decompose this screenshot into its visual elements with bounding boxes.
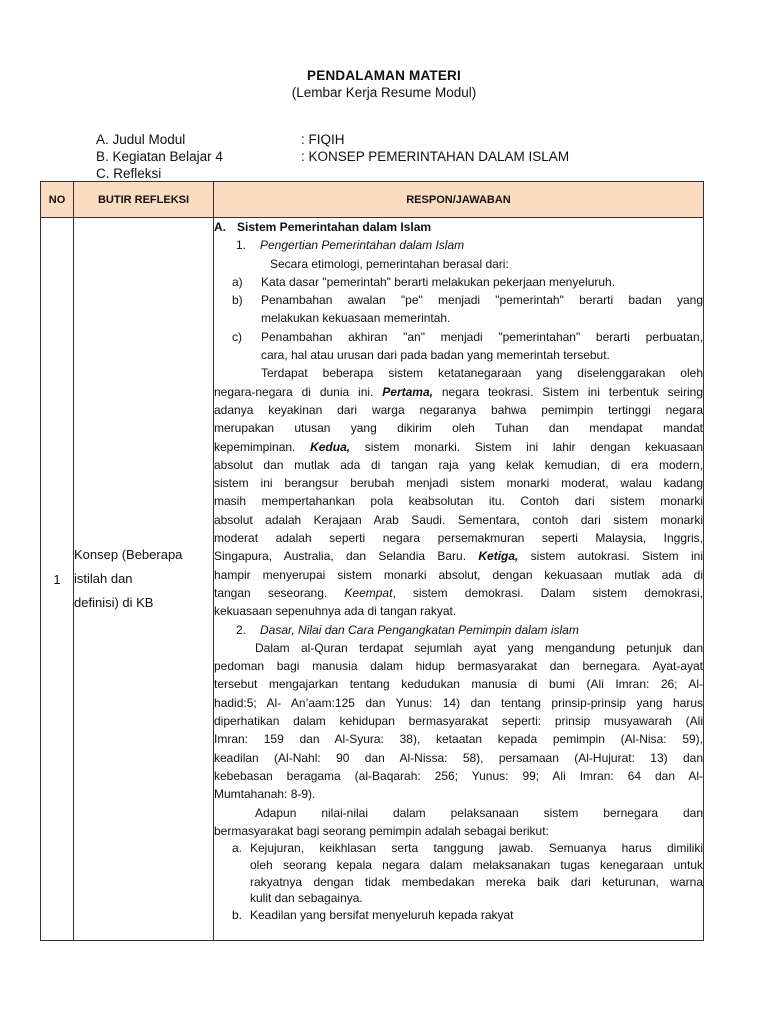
list-marker: b. (232, 908, 243, 923)
text-line: Kata dasar "pemerintah" berarti melakukan pekerjaan menyeluruh. (261, 274, 616, 289)
response-cell (214, 218, 704, 941)
text-line: absolut dan mutlak ada di tangan raja yang kelak kemudian, di era modern, (214, 457, 703, 472)
emphasis-bold: Kedua, (310, 439, 351, 454)
text-line: Dalam al-Quran terdapat sejumlah ayat yang mengandung petunjuk dan (255, 640, 703, 655)
page-subtitle: (Lembar Kerja Resume Modul) (291, 85, 477, 100)
text-line: adanya keyakinan dari warga negaranya bahwa pemimpin tertinggi negara (214, 402, 703, 417)
butir-line: istilah dan (74, 571, 133, 586)
list-item (214, 840, 703, 907)
emphasis-bold: Pertama, (382, 384, 433, 399)
page-title: PENDALAMAN MATERI (307, 68, 461, 83)
header-respon-jawaban: RESPON/JAWABAN (214, 182, 704, 218)
list-marker: b) (232, 293, 243, 308)
text-line: kulit dan sebagainya. (250, 891, 363, 906)
table-row (41, 218, 704, 941)
text-line: Imran: 159 dan Al-Syura: 38), ketaatan kepada pemimpin (Al-Nisa: 59), (214, 732, 703, 747)
text-line: pedoman bagi manusia dalam hidup bermasyarakat dan bernegara. Ayat-ayat (214, 659, 703, 674)
text-line: Singapura, Australia, dan Selandia Baru. Ketiga, sistem autokrasi. Sistem ini (214, 549, 703, 564)
text-line: negara-negara di dunia ini. Pertama, negara teokrasi. Sistem ini terbentuk seiring (214, 384, 703, 399)
butir-line: Konsep (Beberapa (74, 547, 183, 562)
meta-kegiatan-belajar (96, 148, 569, 165)
list-item-text (250, 840, 703, 907)
definition-list (214, 273, 703, 364)
list-item-text (261, 273, 703, 291)
text-line: keadilan (Al-Nahl: 90 dan Al-Nissa: 58), persamaan (Al-Hujurat: 13) dan (214, 750, 703, 765)
subsection-marker: 2. (236, 622, 247, 637)
text-line: Mumtahanah: 8-9). (214, 787, 316, 802)
text-line: masih mempertahankan pola keabsolutan itu. Contoh dari sistem monarki (214, 494, 703, 509)
values-list (214, 840, 703, 924)
section-marker: A. (214, 220, 226, 234)
emphasis-bold: Ketiga, (478, 549, 519, 564)
section-a-heading (214, 218, 703, 236)
etimologi-line: Secara etimologi, pemerintahan berasal dari: (270, 256, 509, 271)
subsection-label: Dasar, Nilai dan Cara Pengangkatan Pemimpin dalam islam (260, 622, 579, 637)
meta-value: : KONSEP PEMERINTAHAN DALAM ISLAM (301, 149, 570, 164)
text-line: kepemimpinan. Kedua, sistem monarki. Sistem ini lahir dengan kekuasaan (214, 439, 703, 454)
meta-judul-modul (96, 131, 345, 148)
text-line: Kejujuran, keikhlasan serta tanggung jawab. Semuanya harus dimiliki (250, 841, 703, 856)
text-line: Penambahan awalan "pe" menjadi "pemerintah" berarti badan yang (261, 293, 703, 308)
list-item-text (261, 328, 703, 365)
text-line: hadid:5; Al- An’aam:125 dan Yunus: 14) dan tentang prinsip-prinsip yang harus (214, 695, 703, 710)
text-line: tangan seseorang. Keempat, sistem demokrasi. Dalam sistem demokrasi, (214, 585, 703, 600)
paragraph-sistem-ketatanegaraan (214, 364, 703, 620)
list-item (214, 907, 703, 924)
text-line: melakukan kekuasaan memerintah. (261, 311, 451, 326)
text-line: absolut adalah Kerajaan Arab Saudi. Sementara, contoh dari sistem monarki (214, 512, 703, 527)
text-line: cara, hal atau urusan dari pada badan yang memerintah tersebut. (261, 348, 610, 363)
butir-refleksi-cell (74, 218, 214, 941)
text-line: Keadilan yang bersifat menyeluruh kepada rakyat (250, 908, 514, 923)
text-line: sistem ini berangsur berubah menjadi sistem monarki moderat, walau kadang (214, 476, 703, 491)
text-line: Penambahan akhiran "an" menjadi "pemerintahan" berarti perbuatan, (261, 329, 703, 344)
meta-value: : FIQIH (301, 132, 345, 147)
header-no: NO (41, 182, 74, 218)
subsection-label: Pengertian Pemerintahan dalam Islam (260, 238, 465, 253)
list-marker: c) (232, 329, 242, 344)
subsection-marker: 1. (236, 238, 247, 253)
header-butir-refleksi: BUTIR REFLEKSI (74, 182, 214, 218)
meta-key: C. Refleksi (96, 166, 162, 181)
reflection-table (40, 181, 704, 941)
text-line: hampir menyerupai sistem monarki absolut, dengan kekuasaan mutlak ada di (214, 567, 703, 582)
text-line: rakyatnya dengan tidak membedakan mereka baik dari keturunan, warna (250, 874, 703, 889)
text-line: kekuasaan sepenuhnya ada di tangan rakyat. (214, 604, 457, 619)
subsection-1-heading (214, 236, 703, 254)
subsection-2-heading (214, 621, 703, 639)
text-line: merupakan utusan yang dikirim oleh Tuhan dan mendapat mandat (214, 421, 703, 436)
list-item (214, 273, 703, 291)
text-line: moderat adalah seperti negara persemakmuran seperti Malaysia, Inggris, (214, 531, 703, 546)
paragraph-nilai-nilai (214, 804, 703, 841)
table-header-row (41, 182, 704, 218)
text-line: Adapun nilai-nilai dalam pelaksanaan sistem bernegara dan (255, 805, 703, 820)
paragraph-dasar-al-quran (214, 639, 703, 804)
list-item-text (250, 907, 703, 924)
row-number: 1 (41, 218, 74, 941)
list-item-text (261, 291, 703, 328)
list-item (214, 328, 703, 365)
section-label: Sistem Pemerintahan dalam Islam (237, 220, 432, 234)
text-line: diperhatikan dalam kehidupan bermasyarakat seperti: prinsip musyawarah (Ali (214, 714, 703, 729)
list-item (214, 291, 703, 328)
text-line: bermasyarakat bagi seorang pemimpin adalah sebagai berikut: (214, 823, 549, 838)
list-marker: a. (232, 841, 243, 856)
text-line: oleh seorang kepala negara dalam melaksanakan tugas kenegaraan untuk (250, 857, 703, 872)
meta-key: B. Kegiatan Belajar 4 (96, 149, 223, 164)
text-line: kebebasan beragama (al-Baqarah: 256; Yunus: 99; Ali Imran: 64 dan Al- (214, 768, 703, 783)
text-line: tersebut mengajarkan tentang kedudukan manusia di bumi (Ali Imran: 26; Al- (214, 677, 703, 692)
text-line: Terdapat beberapa sistem ketatanegaraan yang diselenggarakan oleh (261, 366, 703, 381)
butir-line: definisi) di KB (74, 595, 154, 610)
emphasis-italic: Keempat (344, 585, 393, 600)
list-marker: a) (232, 274, 243, 289)
meta-key: A. Judul Modul (96, 132, 186, 147)
meta-refleksi (96, 165, 301, 182)
